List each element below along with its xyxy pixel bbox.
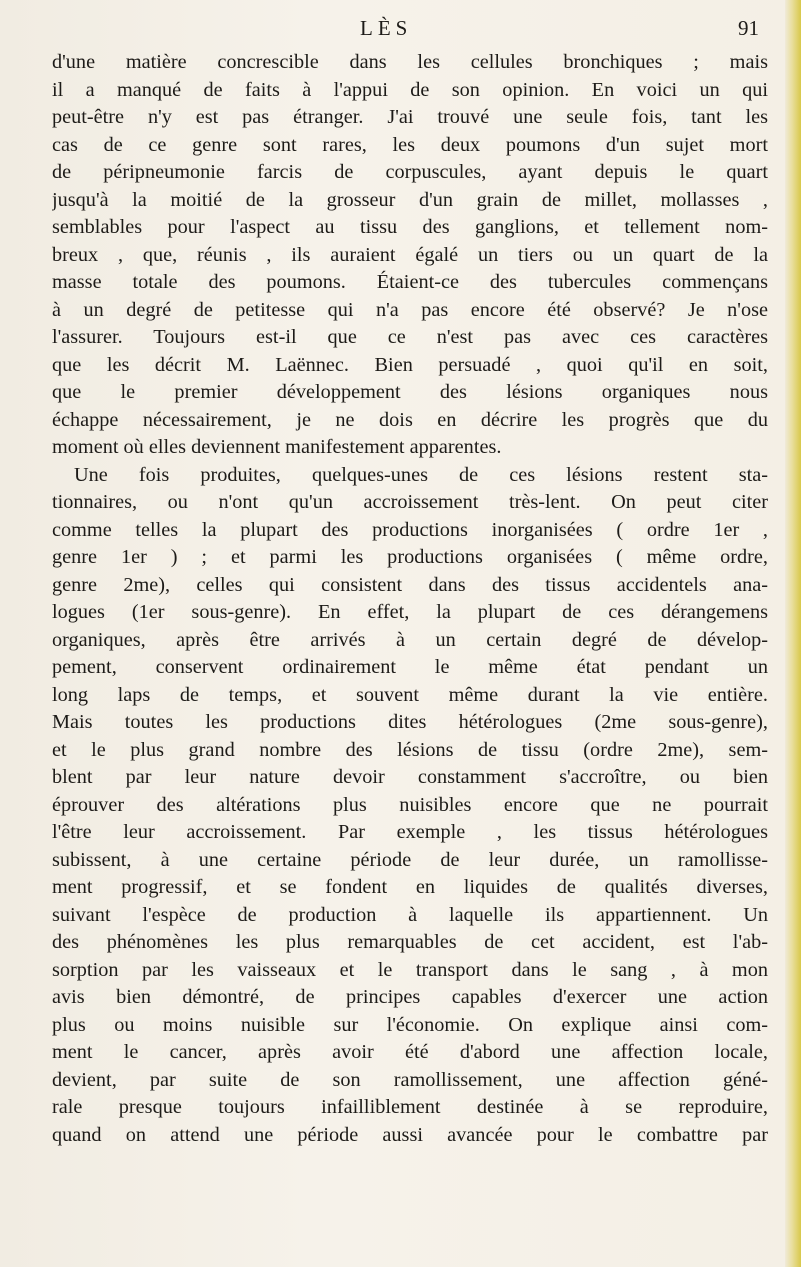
text-line: rale presque toujours infailliblement destinée à se reproduire, [52, 1096, 768, 1118]
text-line: logues (1er sous-genre). En effet, la plupart de ces dérangemens [52, 601, 768, 623]
text-line: éprouver des altérations plus nuisibles encore que ne pourrait [52, 793, 768, 816]
page-number: 91 [738, 16, 759, 40]
text-line: de péripneumonie farcis de corpuscules, ayant depuis le quart [52, 161, 768, 183]
text-line: et le plus grand nombre des lésions de tissu (ordre 2me), sem- [52, 738, 768, 761]
text-line: d'une matière concrescible dans les cellules bronchiques ; mais [52, 51, 768, 73]
text-line: l'être leur accroissement. Par exemple , les tissus hétérologues [52, 821, 768, 843]
text-line: comme telles la plupart des productions inorganisées ( ordre 1er , [52, 518, 768, 541]
text-line: il a manqué de faits à l'appui de son opinion. En voici un qui [52, 78, 768, 101]
text-line: échappe nécessairement, je ne dois en décrire les progrès que du [52, 408, 768, 431]
text-line: cas de ce genre sont rares, les deux poumons d'un sujet mort [52, 133, 768, 156]
text-line: long laps de temps, et souvent même durant la vie entière. [52, 683, 768, 706]
text-line: blent par leur nature devoir constamment s'accroître, ou bien [52, 766, 768, 788]
text-line: subissent, à une certaine période de leur durée, un ramollisse- [52, 848, 768, 871]
text-line: des phénomènes les plus remarquables de cet accident, est l'ab- [52, 931, 768, 953]
text-line: tionnaires, ou n'ont qu'un accroissement très-lent. On peut citer [52, 491, 768, 513]
text-line: que les décrit M. Laënnec. Bien persuadé , quoi qu'il en soit, [52, 353, 768, 376]
text-line: devient, par suite de son ramollissement, une affection géné- [52, 1068, 768, 1091]
running-title: LÈS [360, 16, 413, 40]
text-line: masse totale des poumons. Étaient-ce des tubercules commençans [52, 271, 768, 293]
text-line: jusqu'à la moitié de la grosseur d'un grain de millet, mollasses , [52, 188, 768, 211]
paragraph-first-line: Une fois produites, quelques-unes de ces lésions restent sta- [74, 463, 768, 486]
body-text [52, 49, 768, 1149]
text-line: sorption par les vaisseaux et le transport dans le sang , à mon [52, 958, 768, 981]
running-head [0, 16, 801, 46]
text-line: breux , que, réunis , ils auraient égalé un tiers ou un quart de la [52, 243, 768, 266]
text-line: que le premier développement des lésions organiques nous [52, 381, 768, 403]
text-line: semblables pour l'aspect au tissu des ganglions, et tellement nom- [52, 216, 768, 238]
text-line: pement, conservent ordinairement le même état pendant un [52, 656, 768, 678]
text-line: plus ou moins nuisible sur l'économie. On explique ainsi com- [52, 1013, 768, 1036]
text-line: genre 2me), celles qui consistent dans des tissus accidentels ana- [52, 573, 768, 596]
paragraph-end-line: moment où elles deviennent manifestement apparentes. [52, 436, 502, 458]
text-line: suivant l'espèce de production à laquelle ils appartiennent. Un [52, 903, 768, 926]
text-line: ment le cancer, après avoir été d'abord une affection locale, [52, 1041, 768, 1063]
text-line: Mais toutes les productions dites hétérologues (2me sous-genre), [52, 711, 768, 733]
text-line: peut-être n'y est pas étranger. J'ai trouvé une seule fois, tant les [52, 106, 768, 128]
text-line: genre 1er ) ; et parmi les productions organisées ( même ordre, [52, 546, 768, 568]
text-line: quand on attend une période aussi avancée pour le combattre par [52, 1123, 768, 1146]
text-line: à un degré de petitesse qui n'a pas encore été observé? Je n'ose [52, 298, 768, 321]
text-line: organiques, après être arrivés à un certain degré de dévelop- [52, 628, 768, 651]
text-line: ment progressif, et se fondent en liquides de qualités diverses, [52, 876, 768, 898]
text-line: avis bien démontré, de principes capables d'exercer une action [52, 986, 768, 1008]
text-line: l'assurer. Toujours est-il que ce n'est pas avec ces caractères [52, 326, 768, 348]
page-edge [785, 0, 801, 1267]
